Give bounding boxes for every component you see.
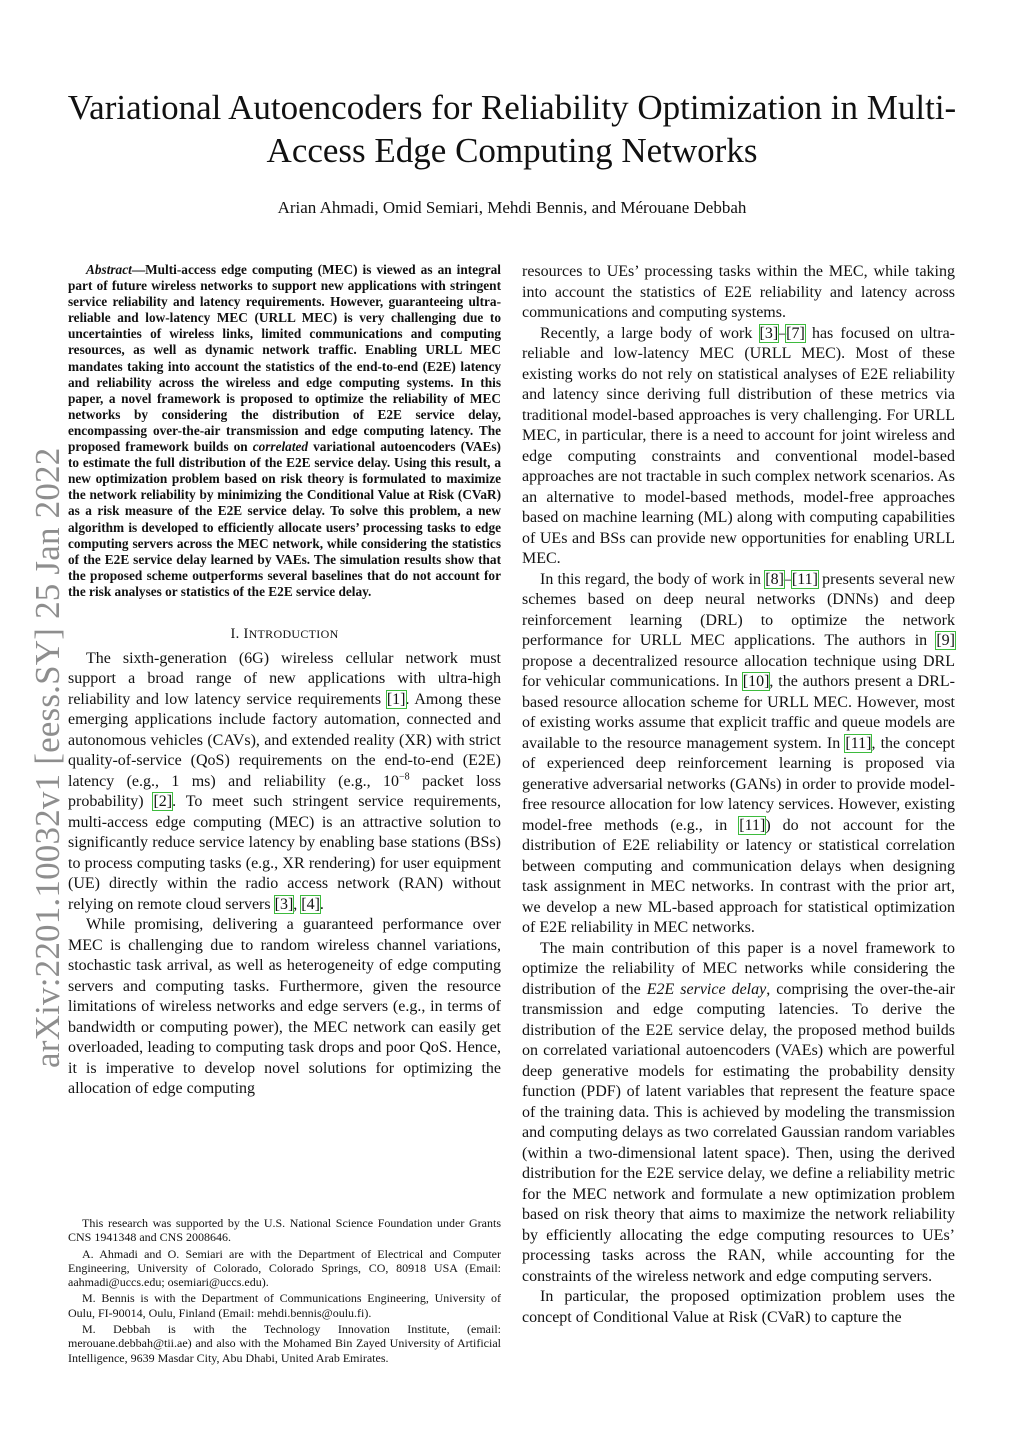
text-run: has focused on ultra-reliable and low-latency MEC (URLL MEC). Most of these existing works do not rely on statistical analyses of E2E reliability and latency since deriving full distribution of these metrics via traditional model-based approaches is very challenging. For URLL MEC, in particular, there is a need to account for joint wireless and edge computing constraints and conventional model-based approaches are not tractable in such complex network scenarios. As an alternative to model-based methods, model-free approaches based on machine learning (ML) along with computing capabilities of UEs and BSs can provide new opportunities for enabling URLL MEC.: [522, 324, 956, 567]
text-run: presents several new schemes based on deep neural networks (DNNs) and deep reinforcement learning (DRL) to optimize the network performance for URLL MEC applications. The authors in: [522, 570, 956, 649]
text-run: , the authors present a DRL-based resource allocation scheme for URLL MEC. However, most of existing works assume that explicit traffic and queue models are available to the resource management system. In: [522, 673, 956, 752]
text-run: .: [319, 895, 324, 913]
citation-link[interactable]: [11]: [791, 570, 818, 588]
text-run: –: [778, 324, 787, 342]
text-run: The main contribution of this paper is a novel framework to optimize the reliability of MEC networks while considering the distribution of the: [522, 939, 955, 998]
citation-link[interactable]: [9]: [936, 632, 955, 649]
text-run: , the concept of experienced deep reinforcement learning is proposed via generative adversarial networks (GANs) in order to provide model-free resource allocation for low latency services. However, existing model-free methods (e.g., in: [522, 734, 956, 834]
citation-link[interactable]: [8]: [765, 570, 784, 588]
abstract-text-2: variational autoencoders (VAEs) to estimate the full distribution of the E2E service delay. Using this result, a new optimization problem based on risk theory is formulated to maximize the network reliability by minimizing the Conditional Value at Risk (CVaR) as a risk measure of the E2E service delay. To solve this problem, a new algorithm is developed to efficiently allocate users’ processing tasks to edge computing servers across the MEC network, while considering the statistics of the E2E service delay learned by VAEs. The simulation results show that the proposed scheme outperforms several baselines that do not account for the risk analyses or statistics of the E2E service delay.: [68, 439, 501, 599]
right-paragraph-contribution: [522, 939, 955, 1288]
text-run: ,: [293, 895, 302, 913]
text-run: –: [783, 570, 792, 588]
text-run: packet loss probability): [68, 772, 502, 811]
text-run: Recently, a large body of work: [540, 324, 760, 342]
paper-title: Variational Autoencoders for Reliability Optimization in Multi-Access Edge Computing Networks: [67, 88, 957, 170]
footnotes: [68, 1216, 501, 1367]
text-run: ) do not account for the distribution of E2E reliability or latency or statistical correlation between computing and communication delays when designing task assignment in MEC networks. In contrast with the prior art, we develop a new ML-based approach for statistical optimization of E2E reliability in MEC networks.: [522, 816, 955, 936]
section-heading-introduction: [68, 626, 501, 643]
arxiv-side-stamp: arXiv:2201.10032v1 [eess.SY] 25 Jan 2022: [28, 447, 67, 1068]
intro-paragraph-2: While promising, delivering a guaranteed performance over MEC is challenging due to random wireless channel variations, stochastic task arrival, as well as heterogeneity of edge computing servers and computing tasks. Furthermore, given the resource limitations of wireless networks and edge servers (e.g., in terms of bandwidth or computing power), the MEC network can easily get overloaded, leading to computing task drops and poor QoS. Hence, it is imperative to develop novel solutions for optimizing the allocation of edge computing: [68, 916, 501, 1098]
text-run: The sixth-generation (6G) wireless cellular network must support a broad range of new applications with ultra-high reliability and low latency service requirements: [68, 649, 501, 708]
right-paragraph-continued: resources to UEs’ processing tasks within the MEC, while taking into account the statistics of E2E reliability and latency across communications and computing systems.: [522, 263, 955, 321]
right-column: [522, 262, 955, 1328]
text-run: . Among these emerging applications include factory automation, connected and autonomous vehicles (CAVs), and extended reality (XR) with strict quality-of-service (QoS) requirements on the end-to-end (E2E) latency (e.g., 1 ms) and reliability (e.g.,: [68, 690, 501, 790]
emphasis-text: E2E service delay: [646, 980, 767, 998]
citation-link[interactable]: [3]: [759, 324, 779, 342]
citation-link[interactable]: [2]: [153, 793, 173, 811]
abstract-lead: Abstract: [86, 262, 132, 277]
footnote-affiliation-2: M. Bennis is with the Department of Communications Engineering, University of Oulu, FI-90014, Oulu, Finland (Email: mehdi.bennis@oulu.fi).: [68, 1291, 501, 1320]
text-run: propose a decentralized resource allocation technique using DRL for vehicular communications. In: [522, 652, 955, 690]
right-paragraph-related-work-2: [522, 570, 955, 939]
left-column: [68, 262, 501, 1100]
abstract-text-1: Multi-access edge computing (MEC) is viewed as an integral part of future wireless networks to support new applications with stringent service reliability and latency requirements. However, guaranteeing ultra-reliable and low-latency MEC (URLL MEC) is very challenging due to uncertainties of wireless links, limited communications and computing resources, as well as dynamic network traffic. Enabling URLL MEC mandates taking into account the statistics of the end-to-end (E2E) latency and reliability across the wireless and edge computing systems. In this paper, a novel framework is proposed to optimize the reliability of MEC networks by considering the distribution of E2E service delay, encompassing over-the-air transmission and edge computing latency. The proposed framework builds on: [68, 262, 501, 455]
math-base: 10: [382, 772, 399, 790]
citation-link[interactable]: [4]: [301, 895, 320, 913]
right-paragraph-related-work-1: [522, 324, 955, 570]
right-paragraph-cvar: In particular, the proposed optimization problem uses the concept of Conditional Value at Risk (CVaR) to capture the: [522, 1288, 955, 1326]
intro-paragraph-1: [68, 649, 501, 916]
footnote-affiliation-3: M. Debbah is with the Technology Innovation Institute, (email: merouane.debbah@tii.ae) and also with the Mohamed Bin Zayed University of Artificial Intelligence, 9639 Masdar City, Abu Dhabi, United Arab Emirates.: [68, 1322, 501, 1365]
citation-link[interactable]: [3]: [274, 895, 294, 913]
footnote-affiliation-1: A. Ahmadi and O. Semiari are with the Department of Electrical and Computer Engineering, University of Colorado, Colorado Springs, CO, 80918 USA (Email: aahmadi@uccs.edu; osemiari@uccs.edu).: [68, 1246, 501, 1290]
section-numeral: I.: [230, 625, 244, 642]
citation-link[interactable]: [7]: [786, 324, 805, 342]
citation-link[interactable]: [1]: [386, 690, 406, 708]
author-list: Arian Ahmadi, Omid Semiari, Mehdi Bennis, and Mérouane Debbah: [277, 198, 747, 217]
citation-link[interactable]: [11]: [739, 816, 766, 834]
citation-link[interactable]: [10]: [742, 673, 770, 690]
text-run: , comprising the over-the-air transmission and edge computing latencies. To derive the distribution of the E2E service delay, the proposed method builds on correlated variational autoencoders (VAEs) which are powerful deep generative models for estimating the probability density function (PDF) of latent variables that represent the feature space of the training data. This is achieved by modeling the transmission and computing delays as two correlated Gaussian random variables (within a two-dimensional latent space). Then, using the derived distribution for the E2E service delay, we define a reliability metric for the MEC network and formulate a new optimization problem based on risk theory that aims to maximize the network reliability by efficiently allocating the edge computing resources to UEs’ processing tasks across the RAN, while accounting for the constraints of the wireless network and edge computing servers.: [522, 980, 956, 1285]
math-exponent: −8: [398, 771, 410, 783]
text-run: . To meet such stringent service requirements, multi-access edge computing (MEC) is an attractive solution to significantly reduce service latency by enabling base stations (BSs) to process computing tasks (e.g., XR rendering) for user equipment (UE) directly within the radio access network (RAN) without relying on remote cloud servers: [68, 793, 502, 913]
citation-link[interactable]: [11]: [845, 734, 872, 752]
abstract-dash: —: [131, 262, 146, 277]
section-initial: I: [243, 625, 249, 642]
text-run: In this regard, the body of work in: [540, 570, 766, 588]
section-rest: NTRODUCTION: [248, 626, 339, 641]
abstract: [68, 262, 501, 600]
footnote-funding: This research was supported by the U.S. National Science Foundation under Grants CNS 1941348 and CNS 2008646.: [68, 1216, 501, 1245]
abstract-italic: correlated: [252, 439, 309, 455]
